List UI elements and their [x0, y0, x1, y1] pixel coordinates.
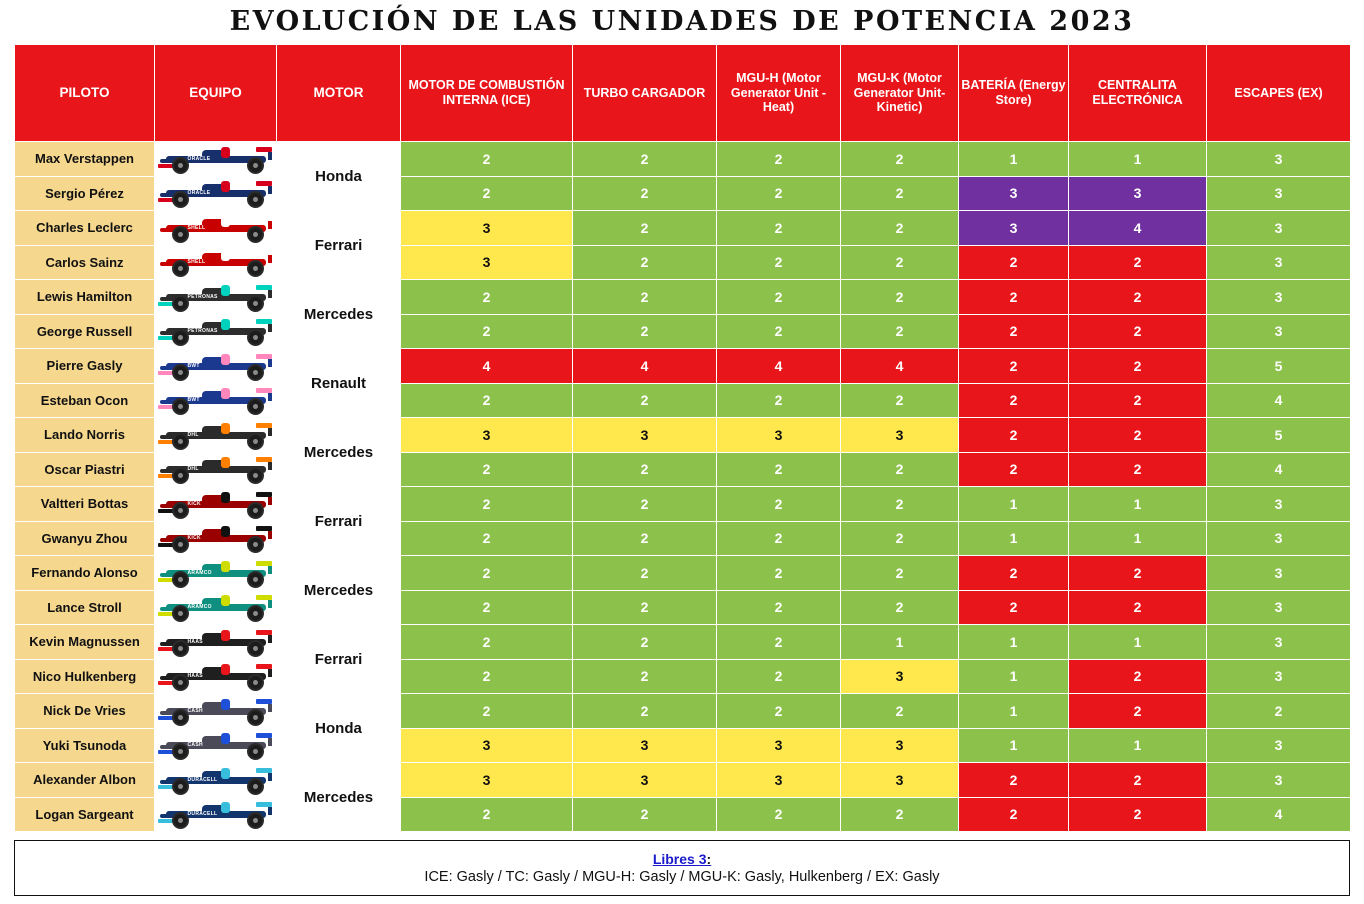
- table-row: [15, 245, 1351, 280]
- turbo-value: 2: [573, 211, 717, 246]
- ice-value: 2: [401, 383, 573, 418]
- table-row: [15, 383, 1351, 418]
- mguk-value: 2: [841, 694, 959, 729]
- battery-value: 2: [959, 314, 1069, 349]
- driver-name: George Russell: [15, 314, 155, 349]
- table-row: [15, 556, 1351, 591]
- engine-manufacturer: Ferrari: [277, 487, 401, 556]
- table-row: [15, 176, 1351, 211]
- table-row: [15, 418, 1351, 453]
- ecu-value: 2: [1069, 797, 1207, 832]
- ecu-value: 2: [1069, 659, 1207, 694]
- team-car-icon: SHELL: [155, 245, 277, 280]
- ecu-value: 2: [1069, 556, 1207, 591]
- table-row: [15, 521, 1351, 556]
- mguk-value: 2: [841, 176, 959, 211]
- driver-name: Lewis Hamilton: [15, 280, 155, 315]
- table-row: [15, 142, 1351, 177]
- mguh-value: 2: [717, 280, 841, 315]
- mguk-value: 2: [841, 383, 959, 418]
- engine-manufacturer: Mercedes: [277, 280, 401, 349]
- ice-value: 2: [401, 659, 573, 694]
- team-car-icon: ARAMCO: [155, 556, 277, 591]
- ice-value: 2: [401, 142, 573, 177]
- mguk-value: 2: [841, 245, 959, 280]
- battery-value: 1: [959, 659, 1069, 694]
- mguh-value: 2: [717, 142, 841, 177]
- mguk-value: 2: [841, 314, 959, 349]
- ecu-value: 3: [1069, 176, 1207, 211]
- driver-name: Kevin Magnussen: [15, 625, 155, 660]
- driver-name: Pierre Gasly: [15, 349, 155, 384]
- ice-value: 2: [401, 280, 573, 315]
- engine-manufacturer: Renault: [277, 349, 401, 418]
- mguh-value: 3: [717, 418, 841, 453]
- ice-value: 2: [401, 487, 573, 522]
- team-car-icon: DURACELL: [155, 797, 277, 832]
- mguh-value: 2: [717, 452, 841, 487]
- battery-value: 1: [959, 142, 1069, 177]
- ice-value: 4: [401, 349, 573, 384]
- turbo-value: 2: [573, 383, 717, 418]
- turbo-value: 3: [573, 763, 717, 798]
- ice-value: 2: [401, 625, 573, 660]
- team-car-icon: DURACELL: [155, 763, 277, 798]
- exhaust-value: 4: [1207, 452, 1351, 487]
- ice-value: 2: [401, 556, 573, 591]
- footnote-title: [653, 851, 711, 867]
- ecu-value: 2: [1069, 314, 1207, 349]
- ice-value: 2: [401, 452, 573, 487]
- driver-name: Logan Sargeant: [15, 797, 155, 832]
- footnote-title-text: Libres 3: [652, 851, 707, 867]
- ecu-value: 2: [1069, 418, 1207, 453]
- engine-manufacturer: Mercedes: [277, 763, 401, 832]
- table-row: [15, 280, 1351, 315]
- turbo-value: 2: [573, 521, 717, 556]
- exhaust-value: 3: [1207, 245, 1351, 280]
- mguk-value: 2: [841, 452, 959, 487]
- column-header-bateria: BATERÍA (Energy Store): [959, 45, 1069, 142]
- footnote-detail: ICE: Gasly / TC: Gasly / MGU-H: Gasly / MGU-K: Gasly, Hulkenberg / EX: Gasly: [424, 869, 940, 885]
- driver-name: Gwanyu Zhou: [15, 521, 155, 556]
- ice-value: 3: [401, 728, 573, 763]
- mguk-value: 2: [841, 142, 959, 177]
- ice-value: 2: [401, 694, 573, 729]
- ecu-value: 2: [1069, 349, 1207, 384]
- exhaust-value: 4: [1207, 797, 1351, 832]
- column-header-equipo: EQUIPO: [155, 45, 277, 142]
- footnote-box: [14, 840, 1350, 896]
- mguh-value: 3: [717, 728, 841, 763]
- turbo-value: 2: [573, 452, 717, 487]
- driver-name: Yuki Tsunoda: [15, 728, 155, 763]
- ecu-value: 1: [1069, 521, 1207, 556]
- ice-value: 2: [401, 176, 573, 211]
- mguk-value: 2: [841, 797, 959, 832]
- engine-manufacturer: Honda: [277, 694, 401, 763]
- table-body: [15, 142, 1351, 832]
- battery-value: 1: [959, 487, 1069, 522]
- team-car-icon: CASH: [155, 728, 277, 763]
- driver-name: Carlos Sainz: [15, 245, 155, 280]
- ice-value: 3: [401, 763, 573, 798]
- ice-value: 2: [401, 590, 573, 625]
- column-header-motor: MOTOR: [277, 45, 401, 142]
- mguk-value: 3: [841, 763, 959, 798]
- battery-value: 2: [959, 280, 1069, 315]
- ecu-value: 2: [1069, 280, 1207, 315]
- ecu-value: 2: [1069, 590, 1207, 625]
- mguk-value: 3: [841, 728, 959, 763]
- turbo-value: 4: [573, 349, 717, 384]
- team-car-icon: DHL: [155, 418, 277, 453]
- battery-value: 2: [959, 245, 1069, 280]
- column-header-centralita: CENTRALITA ELECTRÓNICA: [1069, 45, 1207, 142]
- exhaust-value: 3: [1207, 728, 1351, 763]
- mguk-value: 2: [841, 556, 959, 591]
- exhaust-value: 3: [1207, 590, 1351, 625]
- ice-value: 3: [401, 245, 573, 280]
- mguh-value: 2: [717, 383, 841, 418]
- column-header-mguk: MGU-K (Motor Generator Unit-Kinetic): [841, 45, 959, 142]
- mguh-value: 2: [717, 245, 841, 280]
- mguh-value: 2: [717, 659, 841, 694]
- driver-name: Sergio Pérez: [15, 176, 155, 211]
- turbo-value: 2: [573, 590, 717, 625]
- table-row: [15, 763, 1351, 798]
- mguh-value: 2: [717, 694, 841, 729]
- mguh-value: 2: [717, 487, 841, 522]
- mguh-value: 2: [717, 797, 841, 832]
- driver-name: Charles Leclerc: [15, 211, 155, 246]
- turbo-value: 2: [573, 487, 717, 522]
- engine-manufacturer: Ferrari: [277, 625, 401, 694]
- exhaust-value: 3: [1207, 521, 1351, 556]
- footnote-title-colon: :: [706, 851, 712, 867]
- battery-value: 2: [959, 797, 1069, 832]
- driver-name: Oscar Piastri: [15, 452, 155, 487]
- battery-value: 2: [959, 383, 1069, 418]
- team-car-icon: BWT: [155, 383, 277, 418]
- battery-value: 2: [959, 590, 1069, 625]
- turbo-value: 2: [573, 659, 717, 694]
- exhaust-value: 3: [1207, 487, 1351, 522]
- battery-value: 1: [959, 625, 1069, 660]
- ecu-value: 1: [1069, 142, 1207, 177]
- ecu-value: 4: [1069, 211, 1207, 246]
- exhaust-value: 5: [1207, 349, 1351, 384]
- engine-manufacturer: Ferrari: [277, 211, 401, 280]
- team-car-icon: PETRONAS: [155, 280, 277, 315]
- team-car-icon: ARAMCO: [155, 590, 277, 625]
- team-car-icon: KICK: [155, 521, 277, 556]
- table-row: [15, 728, 1351, 763]
- turbo-value: 2: [573, 142, 717, 177]
- exhaust-value: 3: [1207, 280, 1351, 315]
- team-car-icon: PETRONAS: [155, 314, 277, 349]
- ecu-value: 2: [1069, 245, 1207, 280]
- battery-value: 1: [959, 728, 1069, 763]
- team-car-icon: ORACLE: [155, 142, 277, 177]
- table-row: [15, 659, 1351, 694]
- turbo-value: 2: [573, 314, 717, 349]
- mguk-value: 2: [841, 280, 959, 315]
- ice-value: 2: [401, 314, 573, 349]
- turbo-value: 3: [573, 728, 717, 763]
- table-row: [15, 349, 1351, 384]
- ecu-value: 1: [1069, 487, 1207, 522]
- table-row: [15, 694, 1351, 729]
- ice-value: 2: [401, 797, 573, 832]
- engine-manufacturer: Mercedes: [277, 418, 401, 487]
- column-header-mguh: MGU-H (Motor Generator Unit -Heat): [717, 45, 841, 142]
- battery-value: 1: [959, 694, 1069, 729]
- power-unit-table: [14, 44, 1351, 832]
- exhaust-value: 3: [1207, 625, 1351, 660]
- table-header-row: [15, 45, 1351, 142]
- ecu-value: 2: [1069, 763, 1207, 798]
- turbo-value: 2: [573, 176, 717, 211]
- team-car-icon: CASH: [155, 694, 277, 729]
- exhaust-value: 3: [1207, 659, 1351, 694]
- battery-value: 3: [959, 211, 1069, 246]
- ecu-value: 2: [1069, 452, 1207, 487]
- mguk-value: 4: [841, 349, 959, 384]
- exhaust-value: 3: [1207, 556, 1351, 591]
- ice-value: 3: [401, 211, 573, 246]
- turbo-value: 2: [573, 797, 717, 832]
- driver-name: Esteban Ocon: [15, 383, 155, 418]
- table-row: [15, 452, 1351, 487]
- exhaust-value: 3: [1207, 763, 1351, 798]
- driver-name: Nick De Vries: [15, 694, 155, 729]
- ecu-value: 2: [1069, 694, 1207, 729]
- turbo-value: 3: [573, 418, 717, 453]
- team-car-icon: DHL: [155, 452, 277, 487]
- team-car-icon: KICK: [155, 487, 277, 522]
- battery-value: 1: [959, 521, 1069, 556]
- mguh-value: 2: [717, 590, 841, 625]
- column-header-ice: MOTOR DE COMBUSTIÓN INTERNA (ICE): [401, 45, 573, 142]
- exhaust-value: 5: [1207, 418, 1351, 453]
- mguh-value: 2: [717, 314, 841, 349]
- battery-value: 2: [959, 349, 1069, 384]
- driver-name: Max Verstappen: [15, 142, 155, 177]
- turbo-value: 2: [573, 625, 717, 660]
- mguk-value: 3: [841, 418, 959, 453]
- team-car-icon: HAAS: [155, 625, 277, 660]
- team-car-icon: HAAS: [155, 659, 277, 694]
- mguh-value: 2: [717, 521, 841, 556]
- engine-manufacturer: Honda: [277, 142, 401, 211]
- driver-name: Valtteri Bottas: [15, 487, 155, 522]
- exhaust-value: 4: [1207, 383, 1351, 418]
- mguh-value: 2: [717, 625, 841, 660]
- mguh-value: 3: [717, 763, 841, 798]
- exhaust-value: 2: [1207, 694, 1351, 729]
- exhaust-value: 3: [1207, 176, 1351, 211]
- ecu-value: 1: [1069, 728, 1207, 763]
- battery-value: 3: [959, 176, 1069, 211]
- mguh-value: 2: [717, 176, 841, 211]
- ice-value: 2: [401, 521, 573, 556]
- mguk-value: 1: [841, 625, 959, 660]
- team-car-icon: ORACLE: [155, 176, 277, 211]
- table-row: [15, 590, 1351, 625]
- column-header-piloto: PILOTO: [15, 45, 155, 142]
- battery-value: 2: [959, 556, 1069, 591]
- mguk-value: 2: [841, 211, 959, 246]
- ecu-value: 1: [1069, 625, 1207, 660]
- driver-name: Lando Norris: [15, 418, 155, 453]
- mguk-value: 2: [841, 590, 959, 625]
- ecu-value: 2: [1069, 383, 1207, 418]
- exhaust-value: 3: [1207, 314, 1351, 349]
- mguk-value: 3: [841, 659, 959, 694]
- mguk-value: 2: [841, 521, 959, 556]
- table-row: [15, 211, 1351, 246]
- turbo-value: 2: [573, 245, 717, 280]
- exhaust-value: 3: [1207, 211, 1351, 246]
- column-header-turbo: TURBO CARGADOR: [573, 45, 717, 142]
- driver-name: Nico Hulkenberg: [15, 659, 155, 694]
- team-car-icon: BWT: [155, 349, 277, 384]
- driver-name: Lance Stroll: [15, 590, 155, 625]
- battery-value: 2: [959, 418, 1069, 453]
- table-row: [15, 797, 1351, 832]
- mguh-value: 2: [717, 556, 841, 591]
- driver-name: Fernando Alonso: [15, 556, 155, 591]
- table-row: [15, 314, 1351, 349]
- exhaust-value: 3: [1207, 142, 1351, 177]
- table-row: [15, 487, 1351, 522]
- column-header-escapes: ESCAPES (EX): [1207, 45, 1351, 142]
- mguh-value: 4: [717, 349, 841, 384]
- turbo-value: 2: [573, 280, 717, 315]
- team-car-icon: SHELL: [155, 211, 277, 246]
- driver-name: Alexander Albon: [15, 763, 155, 798]
- battery-value: 2: [959, 452, 1069, 487]
- turbo-value: 2: [573, 556, 717, 591]
- page-title: EVOLUCIÓN DE LAS UNIDADES DE POTENCIA 2023: [229, 6, 1135, 37]
- battery-value: 2: [959, 763, 1069, 798]
- engine-manufacturer: Mercedes: [277, 556, 401, 625]
- mguk-value: 2: [841, 487, 959, 522]
- ice-value: 3: [401, 418, 573, 453]
- turbo-value: 2: [573, 694, 717, 729]
- mguh-value: 2: [717, 211, 841, 246]
- table-row: [15, 625, 1351, 660]
